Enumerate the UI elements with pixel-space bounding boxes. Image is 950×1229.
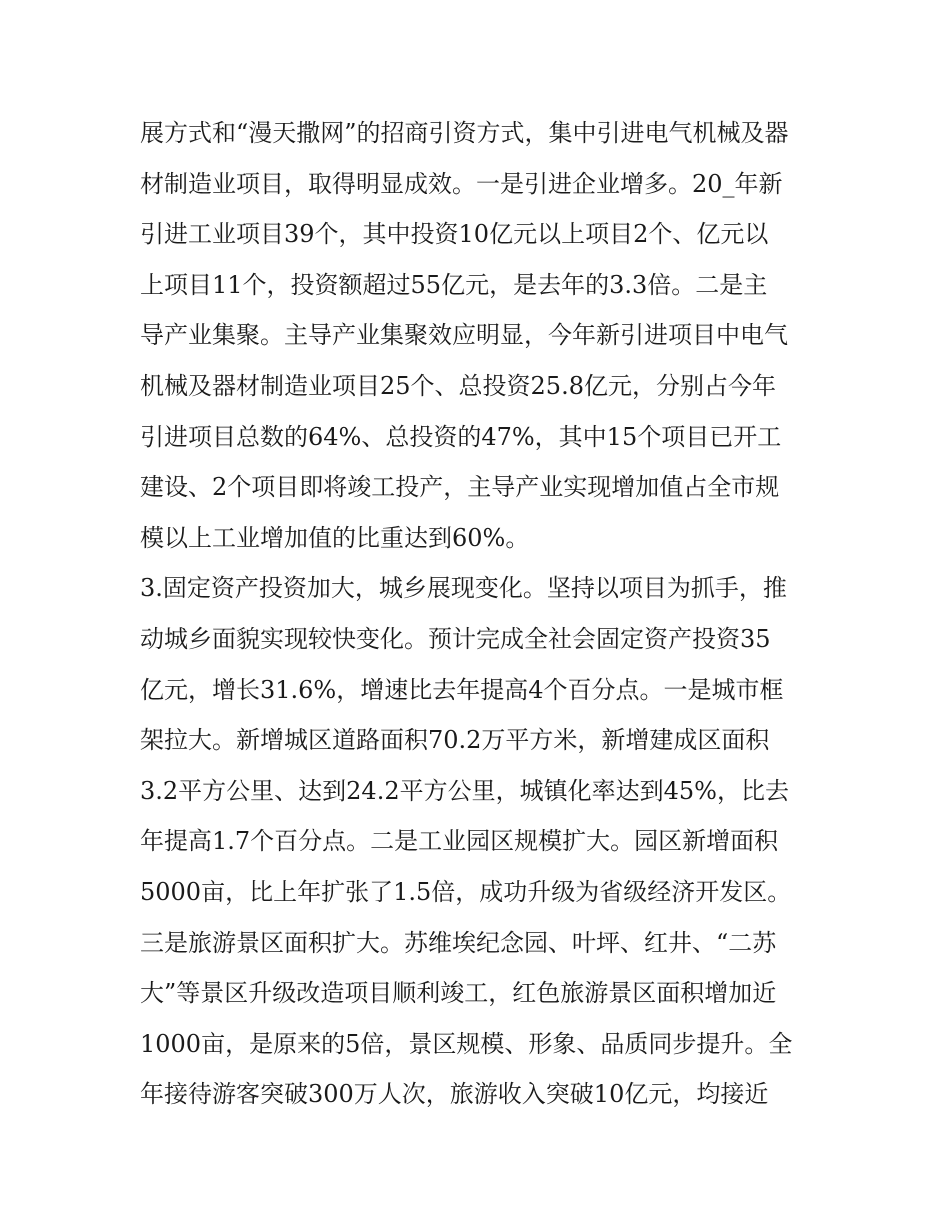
text-line: 架拉大。新增城区道路面积70.2万平方米，新增建成区面积 (140, 726, 770, 755)
text-line: 年提高1.7个百分点。二是工业园区规模扩大。园区新增面积 (140, 827, 779, 856)
body-text (140, 108, 830, 1120)
text-line: 5000亩，比上年扩张了1.5倍，成功升级为省级经济开发区。 (140, 877, 792, 906)
text-line: 大”等景区升级改造项目顺利竣工，红色旅游景区面积增加近 (140, 979, 777, 1008)
text-line: 模以上工业增加值的比重达到60%。 (140, 523, 530, 552)
text-line: 引进项目总数的64%、总投资的47%，其中15个项目已开工 (140, 422, 782, 451)
text-line: 材制造业项目，取得明显成效。一是引进企业增多。20_年新 (140, 169, 783, 198)
text-line: 年接待游客突破300万人次，旅游收入突破10亿元，均接近 (140, 1080, 769, 1109)
text-line: 1000亩，是原来的5倍，景区规模、形象、品质同步提升。全 (140, 1029, 793, 1058)
text-line: 建设、2个项目即将竣工投产，主导产业实现增加值占全市规 (140, 473, 780, 502)
text-line: 上项目11个，投资额超过55亿元，是去年的3.3倍。二是主 (140, 270, 768, 299)
text-line: 亿元，增长31.6%，增速比去年提高4个百分点。一是城市框 (140, 675, 784, 704)
text-line: 3.2平方公里、达到24.2平方公里，城镇化率达到45%，比去 (140, 776, 789, 805)
text-line: 机械及器材制造业项目25个、总投资25.8亿元，分别占今年 (140, 371, 776, 400)
text-line: 导产业集聚。主导产业集聚效应明显，今年新引进项目中电气 (140, 321, 788, 350)
text-line: 三是旅游景区面积扩大。苏维埃纪念园、叶坪、红井、“二苏 (140, 928, 777, 957)
text-line: 引进工业项目39个，其中投资10亿元以上项目2个、亿元以 (140, 220, 769, 249)
section-heading-line: 3.固定资产投资加大，城乡展现变化。坚持以项目为抓手，推 (140, 574, 787, 603)
text-line: 动城乡面貌实现较快变化。预计完成全社会固定资产投资35 (140, 624, 771, 653)
text-line: 展方式和“漫天撒网”的招商引资方式，集中引进电气机械及器 (140, 119, 789, 147)
